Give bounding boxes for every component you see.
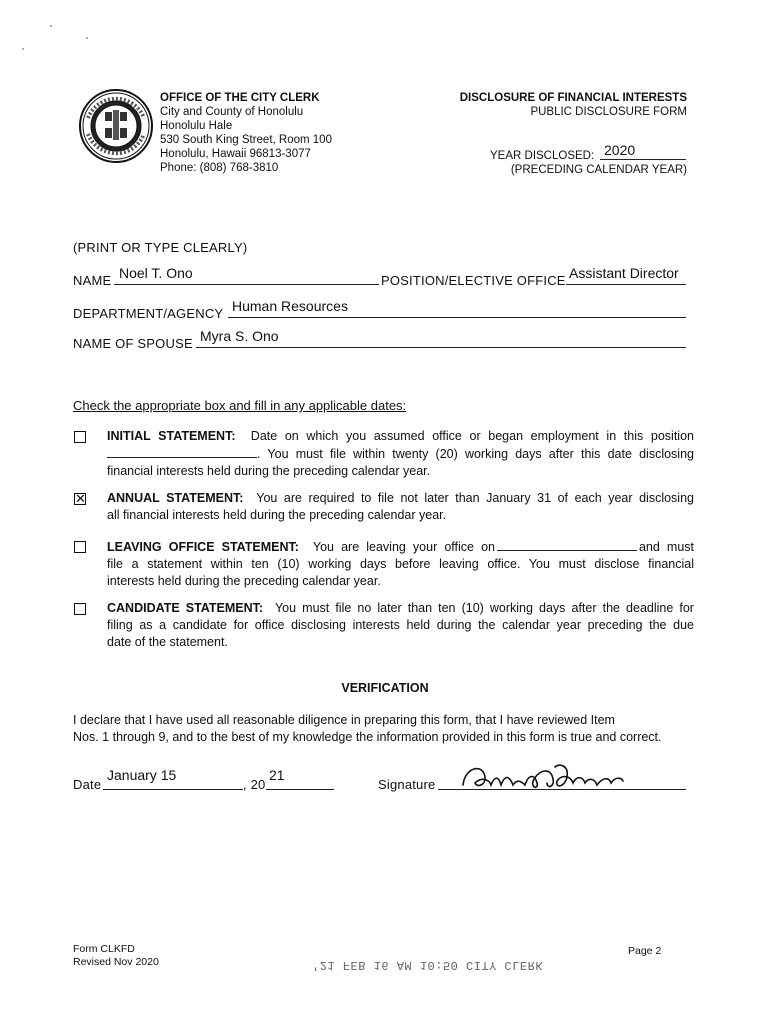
office-title: OFFICE OF THE CITY CLERK (160, 92, 320, 104)
year-note: (PRECEDING CALENDAR YEAR) (510, 164, 687, 176)
check-heading: Check the appropriate box and fill in any applicable dates: (73, 398, 407, 413)
initial-statement-text: financial interests held during the preceding calendar year. (107, 464, 431, 478)
initial-statement-text: Date on which you assumed office or began employment in this position (250, 429, 694, 443)
name-underline (114, 284, 379, 285)
department-value: Human Resources (232, 298, 348, 314)
annual-statement (107, 490, 694, 524)
department-underline (228, 317, 686, 318)
candidate-statement (107, 600, 694, 651)
candidate-statement-checkbox[interactable] (74, 603, 86, 615)
verification-text: I declare that I have used all reasonable diligence in preparing this form, that I have reviewed Item (73, 713, 615, 727)
year-suffix-underline (266, 789, 334, 790)
candidate-statement-text: You must file no later than ten (10) working days after the deadline for (274, 601, 694, 615)
office-line: Phone: (808) 768-3810 (160, 162, 279, 174)
scan-speck (50, 25, 52, 27)
spouse-underline (196, 347, 686, 348)
leaving-statement-text: You are leaving your office on (312, 540, 495, 554)
city-seal-icon (78, 88, 154, 164)
spouse-value: Myra S. Ono (200, 328, 279, 344)
leaving-statement-text: and must (638, 540, 694, 554)
office-line: 530 South King Street, Room 100 (160, 134, 332, 146)
initial-statement (107, 428, 694, 480)
position-underline (566, 284, 686, 285)
leaving-statement-text: interests held during the preceding calendar year. (107, 574, 381, 588)
page-number: Page 2 (628, 945, 662, 957)
initial-statement-text: . You must file within twenty (20) working days after this date disclosing (257, 447, 694, 461)
leaving-statement (107, 538, 694, 590)
form-subtitle: PUBLIC DISCLOSURE FORM (530, 106, 687, 118)
annual-statement-checkbox[interactable]: ✕ (75, 491, 86, 506)
annual-statement-text: You are required to file not later than January 31 of each year disclosing (256, 491, 694, 505)
form-title: DISCLOSURE OF FINANCIAL INTERESTS (459, 92, 687, 104)
leaving-date-blank[interactable] (497, 538, 637, 551)
leaving-statement-text: file a statement within ten (10) working days before leaving office. You must disclose financial (107, 557, 694, 571)
date-value: January 15 (107, 767, 177, 783)
office-line: Honolulu, Hawaii 96813-3077 (160, 148, 311, 160)
date-underline (103, 789, 243, 790)
name-value: Noel T. Ono (119, 265, 193, 281)
annual-statement-title: ANNUAL STATEMENT: (107, 491, 244, 505)
verification-heading: VERIFICATION (341, 681, 429, 695)
position-label: POSITION/ELECTIVE OFFICE (381, 273, 566, 288)
form-revised: Revised Nov 2020 (73, 956, 159, 968)
signature-label: Signature (378, 777, 436, 792)
office-line: City and County of Honolulu (160, 106, 304, 118)
scan-speck (22, 48, 24, 50)
form-id: Form CLKFD (73, 943, 135, 955)
scan-speck (86, 37, 88, 39)
candidate-statement-text: filing as a candidate for office disclosing interests held during the calendar year preceding the due (107, 618, 694, 632)
candidate-statement-title: CANDIDATE STATEMENT: (107, 601, 264, 615)
handwritten-signature-icon (455, 755, 635, 795)
initial-date-blank[interactable] (107, 445, 257, 458)
office-line: Honolulu Hale (160, 120, 233, 132)
year-underline (600, 159, 686, 160)
leaving-statement-checkbox[interactable] (74, 541, 86, 553)
position-value: Assistant Director (569, 265, 679, 281)
initial-statement-title: INITIAL STATEMENT: (107, 429, 236, 443)
name-label: NAME (73, 273, 112, 288)
date-year-prefix: , 20 (243, 777, 266, 792)
date-year-value: 21 (269, 767, 285, 783)
candidate-statement-text: date of the statement. (107, 635, 228, 649)
year-label: YEAR DISCLOSED: (490, 150, 595, 162)
date-label: Date (73, 777, 102, 792)
instructions: (PRINT OR TYPE CLEARLY) (73, 240, 248, 255)
spouse-label: NAME OF SPOUSE (73, 336, 193, 351)
initial-statement-checkbox[interactable] (74, 431, 86, 443)
leaving-statement-title: LEAVING OFFICE STATEMENT: (107, 540, 299, 554)
year-value: 2020 (604, 142, 636, 158)
department-label: DEPARTMENT/AGENCY (73, 306, 224, 321)
verification-text: Nos. 1 through 9, and to the best of my knowledge the information provided in this form is true and correct. (73, 730, 662, 744)
received-stamp: '21 FEB 16 AM 10:50 CITY CLERK (312, 958, 544, 972)
annual-statement-text: all financial interests held during the preceding calendar year. (107, 508, 447, 522)
